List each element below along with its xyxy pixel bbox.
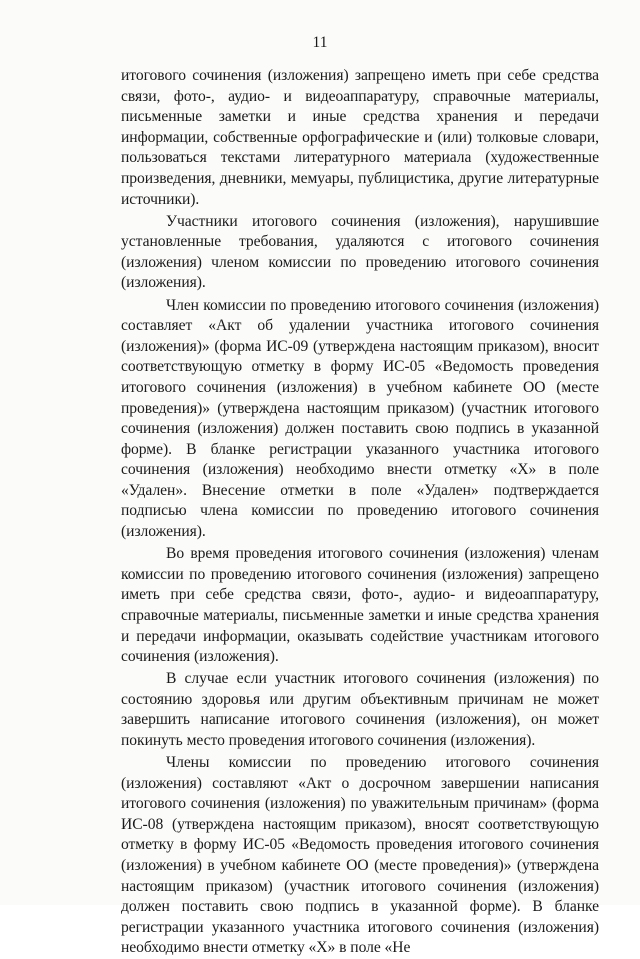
paragraph-1: итогового сочинения (изложения) запрещено иметь при себе средства связи, фото-, аудио- и видеоаппаратуру, справочные материалы, письменные заметки и иные средства хранения и передачи информации, собственные орфографические и (или) толковые словари, пользоваться текстами литературного материала (художественные произведения, дневники, мемуары, публицистика, другие литературные источники).: [121, 67, 599, 208]
page-number: 11: [312, 34, 328, 51]
paragraph-5: В случае если участник итогового сочинения (изложения) по состоянию здоровья или другим объективным причинам не может завершить написание итогового сочинения (изложения), он может покинуть место проведения итогового сочинения (изложения).: [121, 670, 599, 749]
paragraph-6: Члены комиссии по проведению итогового сочинения (изложения) составляют «Акт о досрочном завершении написания итогового сочинения (изложения) по уважительным причинам» (форма ИС-08 (утверждена настоящим приказом), вносят соответствующую отметку в форму ИС-05 «Ведомость проведения итогового сочинения (изложения) в учебном кабинете ОО (месте проведения)» (утверждена настоящим приказом) (участник итогового сочинения (изложения) должен поставить свою подпись в указанной форме). В бланке регистрации указанного участника итогового сочинения (изложения) необходимо внести отметку «Х» в поле «Не: [121, 754, 599, 957]
document-body: [121, 66, 599, 959]
paragraph-3: Член комиссии по проведению итогового сочинения (изложения) составляет «Акт об удалении участника итогового сочинения (изложения)» (форма ИС-09 (утверждена настоящим приказом), вносит соответствующую отметку в форму ИС-05 «Ведомость проведения итогового сочинения (изложения) в учебном кабинете ОО (месте проведения)» (утверждена настоящим приказом) (участник итогового сочинения (изложения) должен поставить свою подпись в указанной форме). В бланке регистрации указанного участника итогового сочинения (изложения) необходимо внести отметку «Х» в поле «Удален». Внесение отметки в поле «Удален» подтверждается подписью члена комиссии по проведению итогового сочинения (изложения).: [121, 296, 599, 541]
paragraph-2: Участники итогового сочинения (изложения), нарушившие установленные требования, удаляются с итогового сочинения (изложения) членом комиссии по проведению итогового сочинения (изложения).: [121, 212, 599, 292]
paragraph-4: Во время проведения итогового сочинения (изложения) членам комиссии по проведению итогового сочинения (изложения) запрещено иметь при себе средства связи, фото-, аудио- и видеоаппаратуру, справочные материалы, письменные заметки и иные средства хранения и передачи информации, оказывать содействие участникам итогового сочинения (изложения).: [121, 545, 599, 666]
